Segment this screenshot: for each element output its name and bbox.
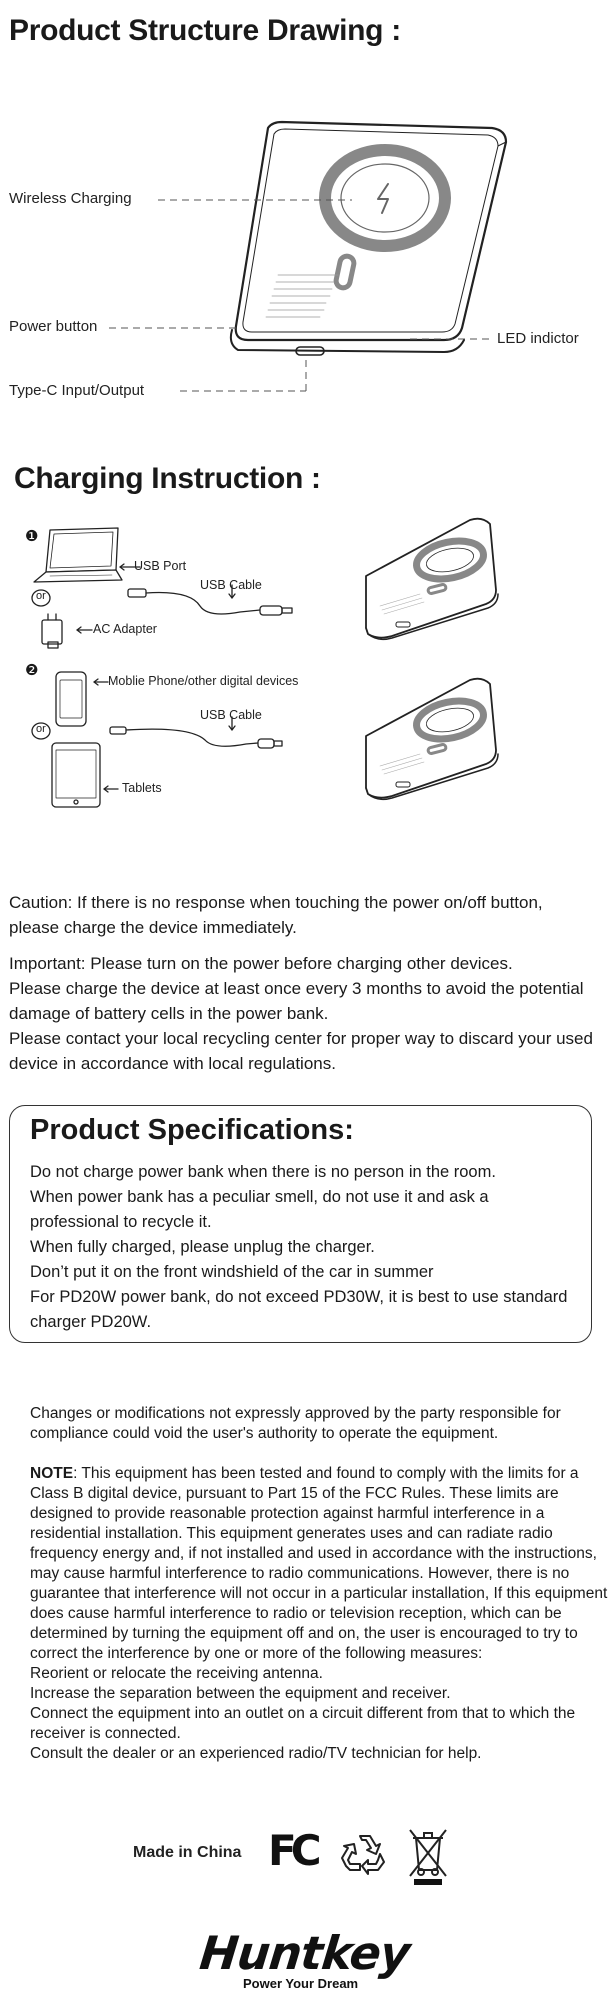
usb-cable-icon-1	[128, 589, 292, 615]
mobile-phone-icon	[56, 672, 86, 726]
power-bank-illustration-1	[366, 519, 498, 640]
step-1-number: ❶	[25, 528, 39, 545]
usb-cable-icon-2	[110, 727, 282, 748]
label-wireless-charging: Wireless Charging	[9, 190, 132, 207]
made-in-china: Made in China	[133, 1844, 242, 1861]
structure-title: Product Structure Drawing :	[9, 14, 401, 47]
power-bank-illustration	[231, 122, 506, 355]
fcc-note-paragraph	[30, 1464, 610, 1664]
specifications-box	[9, 1105, 592, 1343]
important-line-1: Important: Please turn on the power before charging other devices.	[9, 954, 513, 973]
label-usb-cable-2: USB Cable	[200, 708, 262, 722]
brand-logo: Huntkey	[197, 1926, 412, 1980]
specifications-list	[30, 1160, 575, 1335]
fcc-measure-3: Connect the equipment into an outlet on a circuit different from that to which the receiver is connected.	[30, 1705, 576, 1742]
ac-adapter-icon	[42, 614, 62, 648]
spec-line-1: Do not charge power bank when there is no person in the room.	[30, 1163, 496, 1181]
important-notes	[9, 951, 609, 1076]
important-line-2: Please charge the device at least once every 3 months to avoid the potential damage of battery cells in the power bank.	[9, 979, 584, 1023]
label-usb-port: USB Port	[134, 559, 187, 573]
label-power-button: Power button	[9, 318, 98, 335]
charging-instruction-drawing	[0, 510, 612, 820]
label-mobile-phone: Moblie Phone/other digital devices	[108, 674, 299, 688]
spec-line-2: When power bank has a peculiar smell, do not use it and ask a professional to recycle it.	[30, 1188, 489, 1231]
fcc-note-label: NOTE	[30, 1465, 74, 1482]
label-led-indicator: LED indictor	[497, 330, 579, 347]
fcc-measure-2: Increase the separation between the equipment and receiver.	[30, 1685, 451, 1702]
fcc-measure-4: Consult the dealer or an experienced radio/TV technician for help.	[30, 1745, 482, 1762]
fcc-note-text: : This equipment has been tested and found to comply with the limits for a Class B digital device, pursuant to Part 15 of the FCC Rules. These limits are designed to provide reasonable protection against harmful interference in a residential installation. This equipment generates uses and can radiate radio frequency energy and, if not installed and used in accordance with the instructions, may cause harmful interference to radio communications. However, there is no guarantee that interference will not occur in a particular installation, If this equipment does cause harmful interference to radio or television reception, which can be determined by turning the equipment off and on, the user is encouraged to try to correct the interference by one or more of the following measures:	[30, 1465, 608, 1662]
caution-text: Caution: If there is no response when touching the power on/off button, please charge the device immediately.	[9, 893, 543, 937]
charging-title: Charging Instruction :	[14, 462, 321, 495]
or-text-2: or	[36, 723, 46, 735]
spec-line-4: Don’t put it on the front windshield of the car in summer	[30, 1263, 434, 1281]
specifications-title: Product Specifications:	[30, 1114, 354, 1146]
or-text-1: or	[36, 590, 46, 602]
important-line-3: Please contact your local recycling center for proper way to discard your used device in accordance with local regulations.	[9, 1029, 593, 1073]
label-usb-cable-1: USB Cable	[200, 578, 262, 592]
spec-line-5: For PD20W power bank, do not exceed PD30W, it is best to use standard charger PD20W.	[30, 1288, 568, 1331]
label-ac-adapter: AC Adapter	[93, 622, 157, 636]
spec-line-3: When fully charged, please unplug the charger.	[30, 1238, 375, 1256]
step-2-number: ❷	[25, 662, 39, 679]
fcc-statement	[30, 1404, 610, 1764]
recycle-icon	[340, 1830, 390, 1878]
brand-slogan: Power Your Dream	[243, 1976, 359, 1991]
power-bank-illustration-2	[366, 679, 498, 800]
label-type-c: Type-C Input/Output	[9, 382, 145, 399]
label-tablets: Tablets	[122, 781, 162, 795]
laptop-icon	[34, 528, 122, 582]
tablet-icon	[52, 743, 100, 807]
fcc-measure-1: Reorient or relocate the receiving antenna.	[30, 1665, 323, 1682]
weee-bin-icon	[408, 1828, 448, 1886]
fcc-logo: FC	[268, 1826, 316, 1875]
fcc-changes-text: Changes or modifications not expressly approved by the party responsible for compliance could void the user's authority to operate the equipment.	[30, 1405, 561, 1442]
